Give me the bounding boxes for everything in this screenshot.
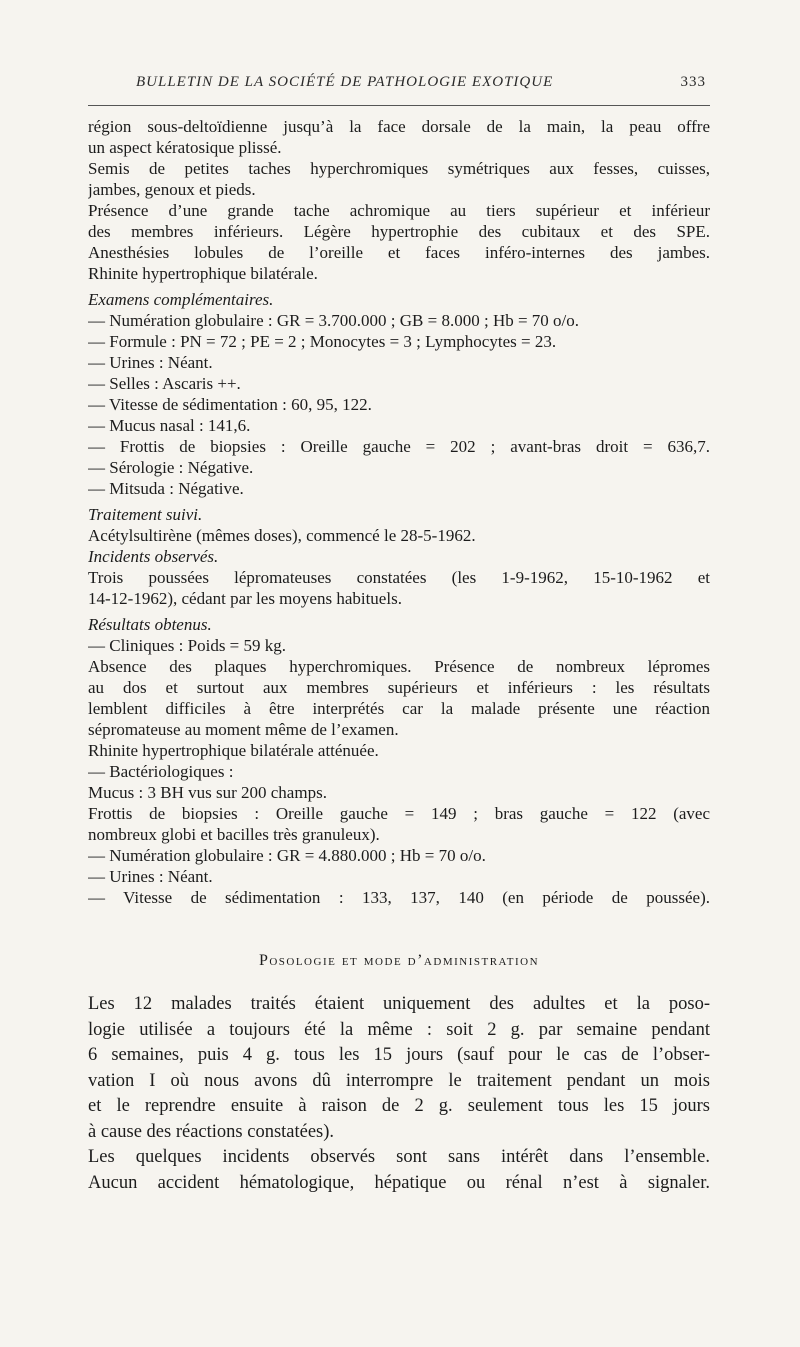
journal-title: BULLETIN DE LA SOCIÉTÉ DE PATHOLOGIE EXOTIQUE: [136, 74, 554, 90]
paragraph-line: Les 12 malades traités étaient uniquement des adultes et la poso-: [88, 994, 710, 1014]
subheading-incidents: Incidents observés.: [88, 547, 219, 566]
text-line: — Urines : Néant.: [88, 867, 213, 886]
text-line: Trois poussées lépromateuses constatées (les 1-9-1962, 15-10-1962 et: [88, 568, 710, 587]
text-line: — Bactériologiques :: [88, 762, 234, 781]
text-line: Acétylsultirène (mêmes doses), commencé le 28-5-1962.: [88, 526, 476, 545]
paragraph-line: Aucun accident hématologique, hépatique ou rénal n’est à signaler.: [88, 1172, 710, 1193]
paragraph-line: logie utilisée a toujours été la même : soit 2 g. par semaine pendant: [88, 1019, 710, 1040]
subheading-resultats: Résultats obtenus.: [88, 615, 212, 634]
text-line: Absence des plaques hyperchromiques. Présence de nombreux lépromes: [88, 657, 710, 676]
paragraph-line: et le reprendre ensuite à raison de 2 g. seulement tous les 15 jours: [88, 1096, 710, 1116]
paragraph-line: à cause des réactions constatées).: [88, 1121, 335, 1142]
text-line: Présence d’une grande tache achromique au tiers supérieur et inférieur: [88, 201, 710, 220]
header-rule: [88, 105, 710, 106]
text-line: — Sérologie : Négative.: [88, 458, 254, 477]
paragraph-line: vation I où nous avons dû interrompre le traitement pendant un mois: [88, 1070, 710, 1091]
text-line: — Numération globulaire : GR = 3.700.000 ; GB = 8.000 ; Hb = 70 o/o.: [88, 311, 580, 330]
text-line: 14-12-1962), cédant par les moyens habituels.: [88, 589, 402, 608]
subheading-examens: Examens complémentaires.: [88, 290, 274, 309]
text-line: des membres inférieurs. Légère hypertrophie des cubitaux et des SPE.: [88, 222, 710, 241]
text-line: région sous-deltoïdienne jusqu’à la face dorsale de la main, la peau offre: [88, 117, 710, 136]
paragraph-line: Les quelques incidents observés sont sans intérêt dans l’ensemble.: [88, 1147, 710, 1167]
text-line: — Vitesse de sédimentation : 60, 95, 122.: [88, 395, 372, 414]
text-line: — Numération globulaire : GR = 4.880.000 ; Hb = 70 o/o.: [88, 846, 486, 865]
text-line: Rhinite hypertrophique bilatérale.: [88, 264, 318, 283]
text-line: — Mucus nasal : 141,6.: [88, 416, 251, 435]
text-line: Mucus : 3 BH vus sur 200 champs.: [88, 783, 327, 802]
text-line: au dos et surtout aux membres supérieurs et inférieurs : les résultats: [88, 678, 710, 697]
text-line: jambes, genoux et pieds.: [88, 180, 256, 199]
text-line: Rhinite hypertrophique bilatérale atténuée.: [88, 741, 379, 760]
text-line: — Urines : Néant.: [88, 353, 213, 372]
text-line: Frottis de biopsies : Oreille gauche = 149 ; bras gauche = 122 (avec: [88, 804, 710, 823]
paragraph-line: 6 semaines, puis 4 g. tous les 15 jours (sauf pour le cas de l’obser-: [88, 1045, 710, 1065]
subheading-traitement: Traitement suivi.: [88, 505, 203, 524]
text-line: Anesthésies lobules de l’oreille et faces inféro-internes des jambes.: [88, 243, 710, 262]
body-text: [88, 116, 710, 1196]
text-line: — Selles : Ascaris ++.: [88, 374, 241, 393]
text-line: — Mitsuda : Négative.: [88, 479, 244, 498]
text-line: lemblent difficiles à être interprétés car la malade présente une réaction: [88, 699, 710, 718]
text-line: — Formule : PN = 72 ; PE = 2 ; Monocytes = 3 ; Lymphocytes = 23.: [88, 332, 557, 351]
text-line: un aspect kératosique plissé.: [88, 138, 282, 157]
text-line: — Vitesse de sédimentation : 133, 137, 140 (en période de poussée).: [88, 888, 710, 907]
text-line: sépromateuse au moment même de l’examen.: [88, 720, 399, 739]
text-line: Semis de petites taches hyperchromiques symétriques aux fesses, cuisses,: [88, 159, 710, 178]
text-line: — Cliniques : Poids = 59 kg.: [88, 636, 287, 655]
page-number: 333: [680, 74, 706, 90]
section-title: Posologie et mode d’administration: [258, 952, 540, 969]
text-line: nombreux globi et bacilles très granuleux).: [88, 825, 380, 844]
text-line: — Frottis de biopsies : Oreille gauche = 202 ; avant-bras droit = 636,7.: [88, 437, 710, 456]
